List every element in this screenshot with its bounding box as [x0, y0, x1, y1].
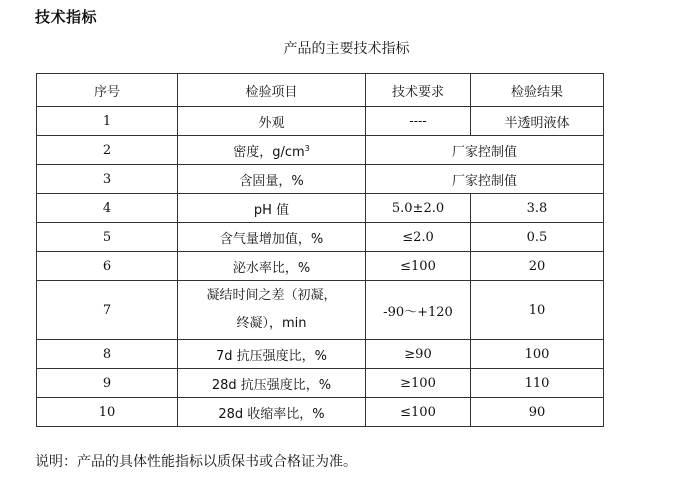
cell-no: 4: [37, 194, 178, 223]
cell-requirement: -90～+120: [366, 281, 471, 340]
cell-no: 10: [37, 398, 178, 427]
cell-no: 3: [37, 165, 178, 194]
cell-result: 0.5: [471, 223, 604, 252]
cell-no: 1: [37, 107, 178, 136]
table-row: [37, 369, 604, 398]
cell-item: 泌水率比，%: [178, 252, 366, 281]
cell-item: [178, 281, 366, 340]
cell-requirement: ----: [366, 107, 471, 136]
cell-requirement: ≥90: [366, 340, 471, 369]
cell-result: 100: [471, 340, 604, 369]
table-row: [37, 165, 604, 194]
table-row: [37, 281, 604, 340]
table-caption: 产品的主要技术指标: [283, 41, 410, 57]
item-line-2: 终凝），min: [236, 316, 307, 331]
cell-no: 7: [37, 281, 178, 340]
table-row: [37, 107, 604, 136]
table-row: [37, 340, 604, 369]
cell-requirement: ≤100: [366, 398, 471, 427]
cell-merged: 厂家控制值: [366, 136, 604, 165]
table-row: [37, 136, 604, 165]
cell-no: 8: [37, 340, 178, 369]
table-row: [37, 194, 604, 223]
cell-result: 90: [471, 398, 604, 427]
cell-result: 10: [471, 281, 604, 340]
cell-result: 3.8: [471, 194, 604, 223]
item-superscript: 3: [304, 143, 310, 153]
cell-requirement: ≥100: [366, 369, 471, 398]
section-heading: 技术指标: [35, 8, 98, 26]
cell-item: [178, 136, 366, 165]
cell-no: 6: [37, 252, 178, 281]
cell-no: 5: [37, 223, 178, 252]
footnote: 说明：产品的具体性能指标以质保书或合格证为准。: [35, 454, 357, 470]
cell-requirement: ≤100: [366, 252, 471, 281]
cell-item: 含固量，%: [178, 165, 366, 194]
header-item: 检验项目: [178, 74, 366, 107]
cell-no: 2: [37, 136, 178, 165]
table-header-row: [37, 74, 604, 107]
cell-no: 9: [37, 369, 178, 398]
cell-item: 28d 抗压强度比，%: [178, 369, 366, 398]
table-row: [37, 252, 604, 281]
cell-item: 28d 收缩率比，%: [178, 398, 366, 427]
specs-table: [36, 73, 604, 427]
cell-result: 20: [471, 252, 604, 281]
item-line-1: 凝结时间之差（初凝，: [206, 288, 337, 303]
cell-item: 7d 抗压强度比，%: [178, 340, 366, 369]
item-text: 密度，g/cm: [233, 144, 305, 160]
cell-result: 半透明液体: [471, 107, 604, 136]
cell-item: pH 值: [178, 194, 366, 223]
cell-item: 含气量增加值，%: [178, 223, 366, 252]
cell-result: 110: [471, 369, 604, 398]
header-requirement: 技术要求: [366, 74, 471, 107]
header-result: 检验结果: [471, 74, 604, 107]
table-row: [37, 398, 604, 427]
table-row: [37, 223, 604, 252]
cell-merged: 厂家控制值: [366, 165, 604, 194]
cell-item: 外观: [178, 107, 366, 136]
cell-requirement: 5.0±2.0: [366, 194, 471, 223]
cell-requirement: ≤2.0: [366, 223, 471, 252]
header-no: 序号: [37, 74, 178, 107]
